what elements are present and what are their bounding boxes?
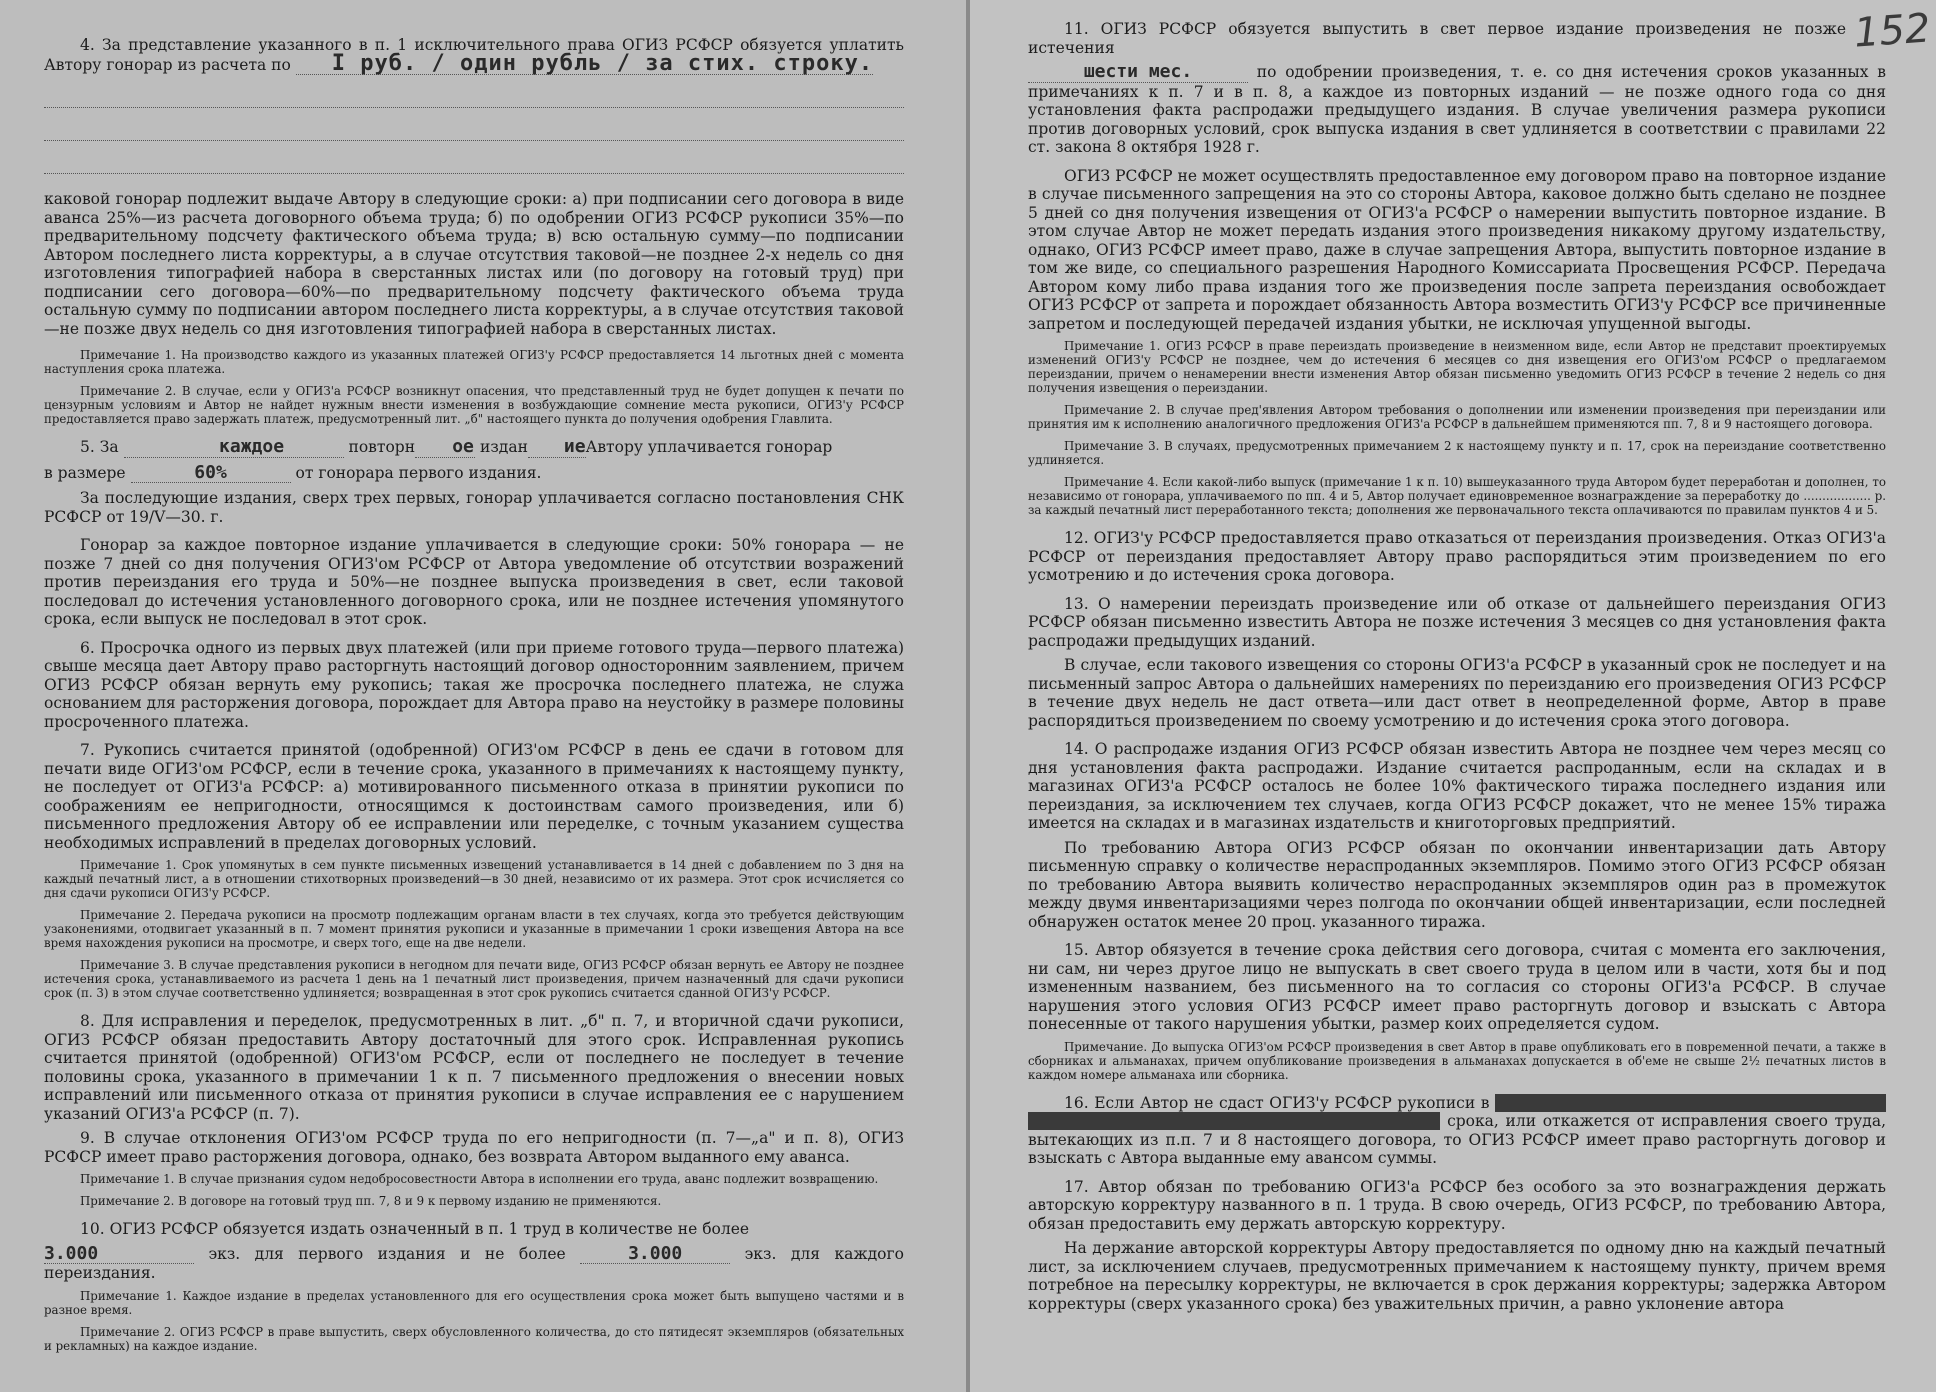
note-10-1: Примечание 1. Каждое издание в пределах установленного для его осуществления срока может быть выпущено частями и в разное время.: [44, 1288, 904, 1317]
note-9-2: Примечание 2. В договоре на готовый труд пп. 7, 8 и 9 к первому изданию не применяются.: [80, 1194, 662, 1208]
typed-ending-2: ие: [563, 436, 586, 457]
clause-5-further: За последующие издания, сверх трех первых, гонорар уплачивается согласно постановления СНК РСФСР от 19/V—30. г.: [44, 489, 904, 526]
left-page: [0, 0, 966, 1392]
note-7-1: Примечание 1. Срок упомянутых в сем пункте письменных извещений устанавливается в 14 дней с добавлением по 3 дня на каждый печатный лист, а в отношении стихотворных произведений—в 30 дней, независимо от их размера. Этот срок исчисляется со дня сдачи рукописи ОГИЗ'у РСФСР.: [44, 858, 904, 900]
clause-6: 6. Просрочка одного из первых двух платежей (или при приеме готового труда—первого платежа) свыше месяца дает Автору право расторгнуть настоящий договор односторонним заявлением, причем ОГИЗ РСФСР обязан вернуть ему рукопись; такая же просрочка последнего платежа, не служа основанием для расторжения договора, порождает для Автора право на неустойку в размере половины просроченного платежа.: [44, 638, 904, 731]
note-11-3: Примечание 3. В случаях, предусмотренных примечанием 2 к настоящему пункту и п. 17, срок на переиздание соответственно удлиняется.: [1028, 439, 1886, 467]
clause-14: 14. О распродаже издания ОГИЗ РСФСР обязан известить Автора не позднее чем через месяц со дня установления факта распродажи. Издание считается распроданным, если на складах и в магазинах ОГИЗ'а РСФСР осталось не более 10% фактического тиража последнего издания или переиздания, за исключением тех случаев, когда ОГИЗ РСФСР докажет, что не менее 15% тиража имеется на складах и в магазинах издательств и книготорговых предприятий.: [1028, 740, 1886, 832]
page-number: 152: [1852, 5, 1932, 57]
clause-10-line2: 3.000 экз. для первого издания и не более 3.000 экз. для каждого переиздания.: [44, 1242, 904, 1282]
note-10-2: Примечание 2. ОГИЗ РСФСР в праве выпустить, сверх обусловленного количества, до сто пятидесят экземпляров (обязательных и рекламных) на каждое издание.: [44, 1324, 904, 1353]
clause-13: 13. О намерении переиздать произведение или об отказе от дальнейшего переиздания ОГИЗ РСФСР обязан письменно известить Автора не позже истечения 3 месяцев со дня установления факта распродажи предыдущих изданий.: [1028, 594, 1886, 650]
clause-14-b: По требованию Автора ОГИЗ РСФСР обязан по окончании инвентаризации дать Автору письменную справку о количестве нераспроданных экземпляров. Помимо этого ОГИЗ РСФСР обязан по требованию Автора выявить количество нераспроданных экземпляров один раз в промежуток между двумя инвентаризациями через полгода по окончании общей инвентаризации, если последней обнаружен остаток менее 20 проц. указанного тиража.: [1028, 838, 1886, 931]
typed-six-months: шести мес.: [1083, 61, 1193, 82]
typed-fee-rate: I руб. / один рубль / за стих. строку.: [331, 50, 874, 76]
clause-17: 17. Автор обязан по требованию ОГИЗ'а РСФСР без особого за это вознаграждения держать авторскую корректуру названного в п. 1 труда. В свою очередь, ОГИЗ РСФСР, по требованию Автора, обязан предоставить ему держать авторскую корректуру.: [1028, 1177, 1886, 1233]
clause-11-body: шести мес. по одобрении произведения, т. е. со дня истечения сроков указанных в примечаниях к п. 7 и в п. 8, а каждое из повторных изданий — не позже одного года со дня установления факта распродажи предыдущего издания. В случае увеличения размера рукописи против договорных условий, срок выпуска издания в свет удлиняется в соответствии с правилами 22 ст. закона 8 октября 1928 г.: [1028, 61, 1886, 156]
clause-16: 16. Если Автор не сдаст ОГИЗ'у РСФСР рукописи в срока, или откажется от исправления своего труда, вытекающих из п.п. 7 и 8 настоящего договора, то ОГИЗ РСФСР имеет право расторгнуть договор и взыскать с Автора выданные ему авансом суммы.: [1028, 1093, 1886, 1167]
clause-5-line1: 5. За каждое повторн ое издан иеАвтору уплачивается гонорар: [80, 436, 833, 457]
right-page: [970, 0, 1936, 1392]
blank-line: [44, 81, 904, 108]
clause-15: 15. Автор обязуется в течение срока действия сего договора, считая с момента его заключения, ни сам, ни через другое лицо не выпускать в свет своего труда в целом или в части, хотя бы и под измененным названием, без письменного на то согласия со стороны ОГИЗ'а РСФСР. В случае нарушения этого условия ОГИЗ РСФСР имеет право расторгнуть договор и взыскать с Автора понесенные от такого нарушения убытки, размер коих определяется судом.: [1028, 941, 1886, 1033]
note-4-2: Примечание 2. В случае, если у ОГИЗ'а РСФСР возникнут опасения, что представленный труд не будет допущен к печати по цензурным условиям и Автор не найдет нужным внести изменения в возбуждающие сомнение места рукописи, ОГИЗ'у РСФСР предоставляется право задержать платеж, предусмотренный лит. „б" настоящего пункта до получения одобрения Главлита.: [44, 384, 904, 426]
note-11-2: Примечание 2. В случае пред'явления Автором требования о дополнении или изменении произведения при переиздании или принятия им к исполнению аналогичного предложения ОГИЗ'а РСФСР в дальнейшем применяются пп. 7, 8 и 9 настоящего договора.: [1028, 403, 1886, 431]
note-15: Примечание. До выпуска ОГИЗ'ом РСФСР произведения в свет Автор в праве опубликовать его в повременной печати, а также в сборниках и альманахах, причем опубликование произведения в альманахах допускается в об'еме не свыше 2½ печатных листов в каждом номере альманаха или сборника.: [1028, 1039, 1886, 1082]
clause-11-line1: 11. ОГИЗ РСФСР обязуется выпустить в свет первое издание произведения не позже истечения: [1028, 20, 1846, 57]
note-9-1: Примечание 1. В случае признания судом недобросовестности Автора в исполнении его труда, аванс подлежит возвращению.: [80, 1172, 879, 1186]
blank-line: [44, 114, 904, 141]
note-11-4: Примечание 4. Если какой-либо выпуск (примечание 1 к п. 10) вышеуказанного труда Автором будет переработан и дополнен, то независимо от гонорара, уплачиваемого по пп. 4 и 5, Автор получает единовременное вознаграждение за переработку до .................. р. за каждый печатный лист переработанного текста; дополнения же первоначального текста оплачиваются по правилам пунктов 4 и 5.: [1028, 475, 1886, 517]
clause-11-refusal: ОГИЗ РСФСР не может осуществлять предоставленное ему договором право на повторное издание в случае письменного запрещения на это со стороны Автора, каковое должно быть сделано не позднее 5 дней со дня получения извещения от ОГИЗ'а РСФСР о намерении выпустить повторное издание. В этом случае Автор не может передать издания этого произведения никакому другому издательству, однако, ОГИЗ РСФСР имеет право, даже в случае запрещения Автора, выпустить повторное издание в том же виде, со специального разрешения Народного Комиссариата Просвещения РСФСР. Передача Автором кому либо права издания того же произведения после запрета переиздания освобождает ОГИЗ РСФСР от запрета и порождает обязанность Автора возместить ОГИЗ'у РСФСР все причиненные запретом и последующей передачей издания убытки, не исключая упущенной выгоды.: [1028, 166, 1886, 333]
typed-ending-1: ое: [452, 436, 474, 457]
clause-10-line1: 10. ОГИЗ РСФСР обязуется издать означенный в п. 1 труд в количестве не более: [80, 1220, 750, 1238]
clause-5-payment: Гонорар за каждое повторное издание уплачивается в следующие сроки: 50% гонорара — не позже 7 дней со дня получения ОГИЗ'ом РСФСР от Автора уведомление об отсутствии возражений против переиздания его труда и 50%—не позднее выпуска произведения в свет, если таковой последовал до истечения установленного договорного срока, или не позднее истечения упомянутого срока, если выпуск не последовал в этот срок.: [44, 536, 904, 628]
clause-7: 7. Рукопись считается принятой (одобренной) ОГИЗ'ом РСФСР в день ее сдачи в готовом для печати виде ОГИЗ'ом РСФСР, если в течение срока, указанного в примечаниях к настоящему пункту, не последует от ОГИЗ'а РСФСР: а) мотивированного письменного отказа в принятии рукописи по соображениям ее непригодности, относящимся к достоинствам самого произведения, или б) письменного предложения Автору об ее исправлении или переделке, с точным указанием существа необходимых исправлений в пределах договорных условий.: [44, 741, 904, 852]
clause-8: 8. Для исправления и переделок, предусмотренных в лит. „б" п. 7, и вторичной сдачи рукописи, ОГИЗ РСФСР обязан предоставить Автору достаточный для этого срок. Исправленная рукопись считается принятой (одобренной) ОГИЗ'ом РСФСР, если от последнего не последует в течение половины срока, указанного в примечании 1 к п. 7 письменного предложения о внесении новых исправлений или письменного отказа от принятия рукописи в случае исправления ее с нарушением указаний ОГИЗ'а РСФСР (п. 7).: [44, 1012, 904, 1123]
note-4-1: Примечание 1. На производство каждого из указанных платежей ОГИЗ'у РСФСР предоставляется 14 льготных дней с момента наступления срока платежа.: [44, 348, 904, 376]
typed-copies-first: 3.000: [44, 1242, 99, 1264]
note-7-3: Примечание 3. В случае представления рукописи в негодном для печати виде, ОГИЗ РСФСР обязан вернуть ее Автору не позднее истечения срока, устанавливаемого из расчета 1 день на 1 печатный лист произведения, причем назначенный для сдачи рукописи срок (п. 3) в этом случае соответственно удлиняется; возвращенная в этот срок рукопись считается сданной ОГИЗ'у РСФСР.: [44, 958, 904, 1000]
note-7-2: Примечание 2. Передача рукописи на просмотр подлежащим органам власти в тех случаях, когда это требуется действующим узаконениями, отодвигает указанный в п. 7 момент принятия рукописи и указанные в примечании 1 сроки извещения Автора на все время нахождения рукописи на просмотре, и сверх того, еще на две недели.: [44, 908, 904, 950]
clause-17-b: На держание авторской корректуры Автору предоставляется по одному дню на каждый печатный лист, за исключением случаев, предусмотренных примечанием к настоящему пункту, причем время потребное на пересылку корректуры, не включается в срок держания корректуры; задержка Автором корректуры (сверх указанного срока) без уважительных причин, а равно уклонение автора: [1028, 1239, 1886, 1313]
typed-percent: 60%: [194, 461, 227, 483]
blank-line: [44, 147, 904, 174]
clause-4-body: каковой гонорар подлежит выдаче Автору в следующие сроки: а) при подписании сего договора в виде аванса 25%—из расчета договорного объема труда; б) по одобрении ОГИЗ РСФСР рукописи 35%—по предварительному подсчету фактического объема труда; в) всю остальную сумму—по подписании Автором последнего листа корректуры, а в случае отсутствия таковой—не позднее 2-х недель со дня изготовления типографией набора в сверстанных листах или (по договору на готовый труд) при подписании сего договора—60%—по предварительному подсчету фактического объема труда остальную сумму по подписании автором последнего листа корректуры, а в случае отсутствия таковой—не позже двух недель со дня изготовления типографией набора в сверстанных листах.: [44, 190, 904, 338]
clause-4-intro: 4. За представление указанного в п. 1 исключительного права ОГИЗ РСФСР обязуется уплатить Автору гонорар из расчета по I руб. / один рубль / за стих. строку.: [44, 36, 904, 76]
typed-copies-reprint: 3.000: [628, 1242, 683, 1264]
note-11-1: Примечание 1. ОГИЗ РСФСР в праве переиздать произведение в неизменном виде, если Автор не представит проектируемых изменений ОГИЗ'у РСФСР не позднее, чем до истечения 6 месяцев со дня извещения его ОГИЗ'ом РСФСР о предлагаемом переиздании, причем о ненамерении внести изменения Автор обязан письменно уведомить ОГИЗ РСФСР в течение 2 недель со дня получения извещения о переиздании.: [1028, 339, 1886, 395]
clause-5-line2: в размере 60% от гонорара первого издания.: [44, 461, 542, 483]
typed-each: каждое: [219, 436, 285, 457]
clause-9: 9. В случае отклонения ОГИЗ'ом РСФСР труда по его непригодности (п. 7—„а" и п. 8), ОГИЗ РСФСР имеет право расторжения договора, однако, без возврата Автором выданного ему аванса.: [44, 1129, 904, 1166]
clause-12: 12. ОГИЗ'у РСФСР предоставляется право отказаться от переиздания произведения. Отказ ОГИЗ'а РСФСР от переиздания предоставляет Автору право распорядиться этим произведением по его усмотрению и до истечения срока договора.: [1028, 529, 1886, 584]
clause-13-b: В случае, если такового извещения со стороны ОГИЗ'а РСФСР в указанный срок не последует и на письменный запрос Автора о дальнейших намерениях по переизданию его произведения ОГИЗ РСФСР в течение двух недель не даст ответа—или даст ответ в неопределенной форме, Автор в праве распорядиться произведением по своему усмотрению и до истечения срока этого договора.: [1028, 656, 1886, 730]
